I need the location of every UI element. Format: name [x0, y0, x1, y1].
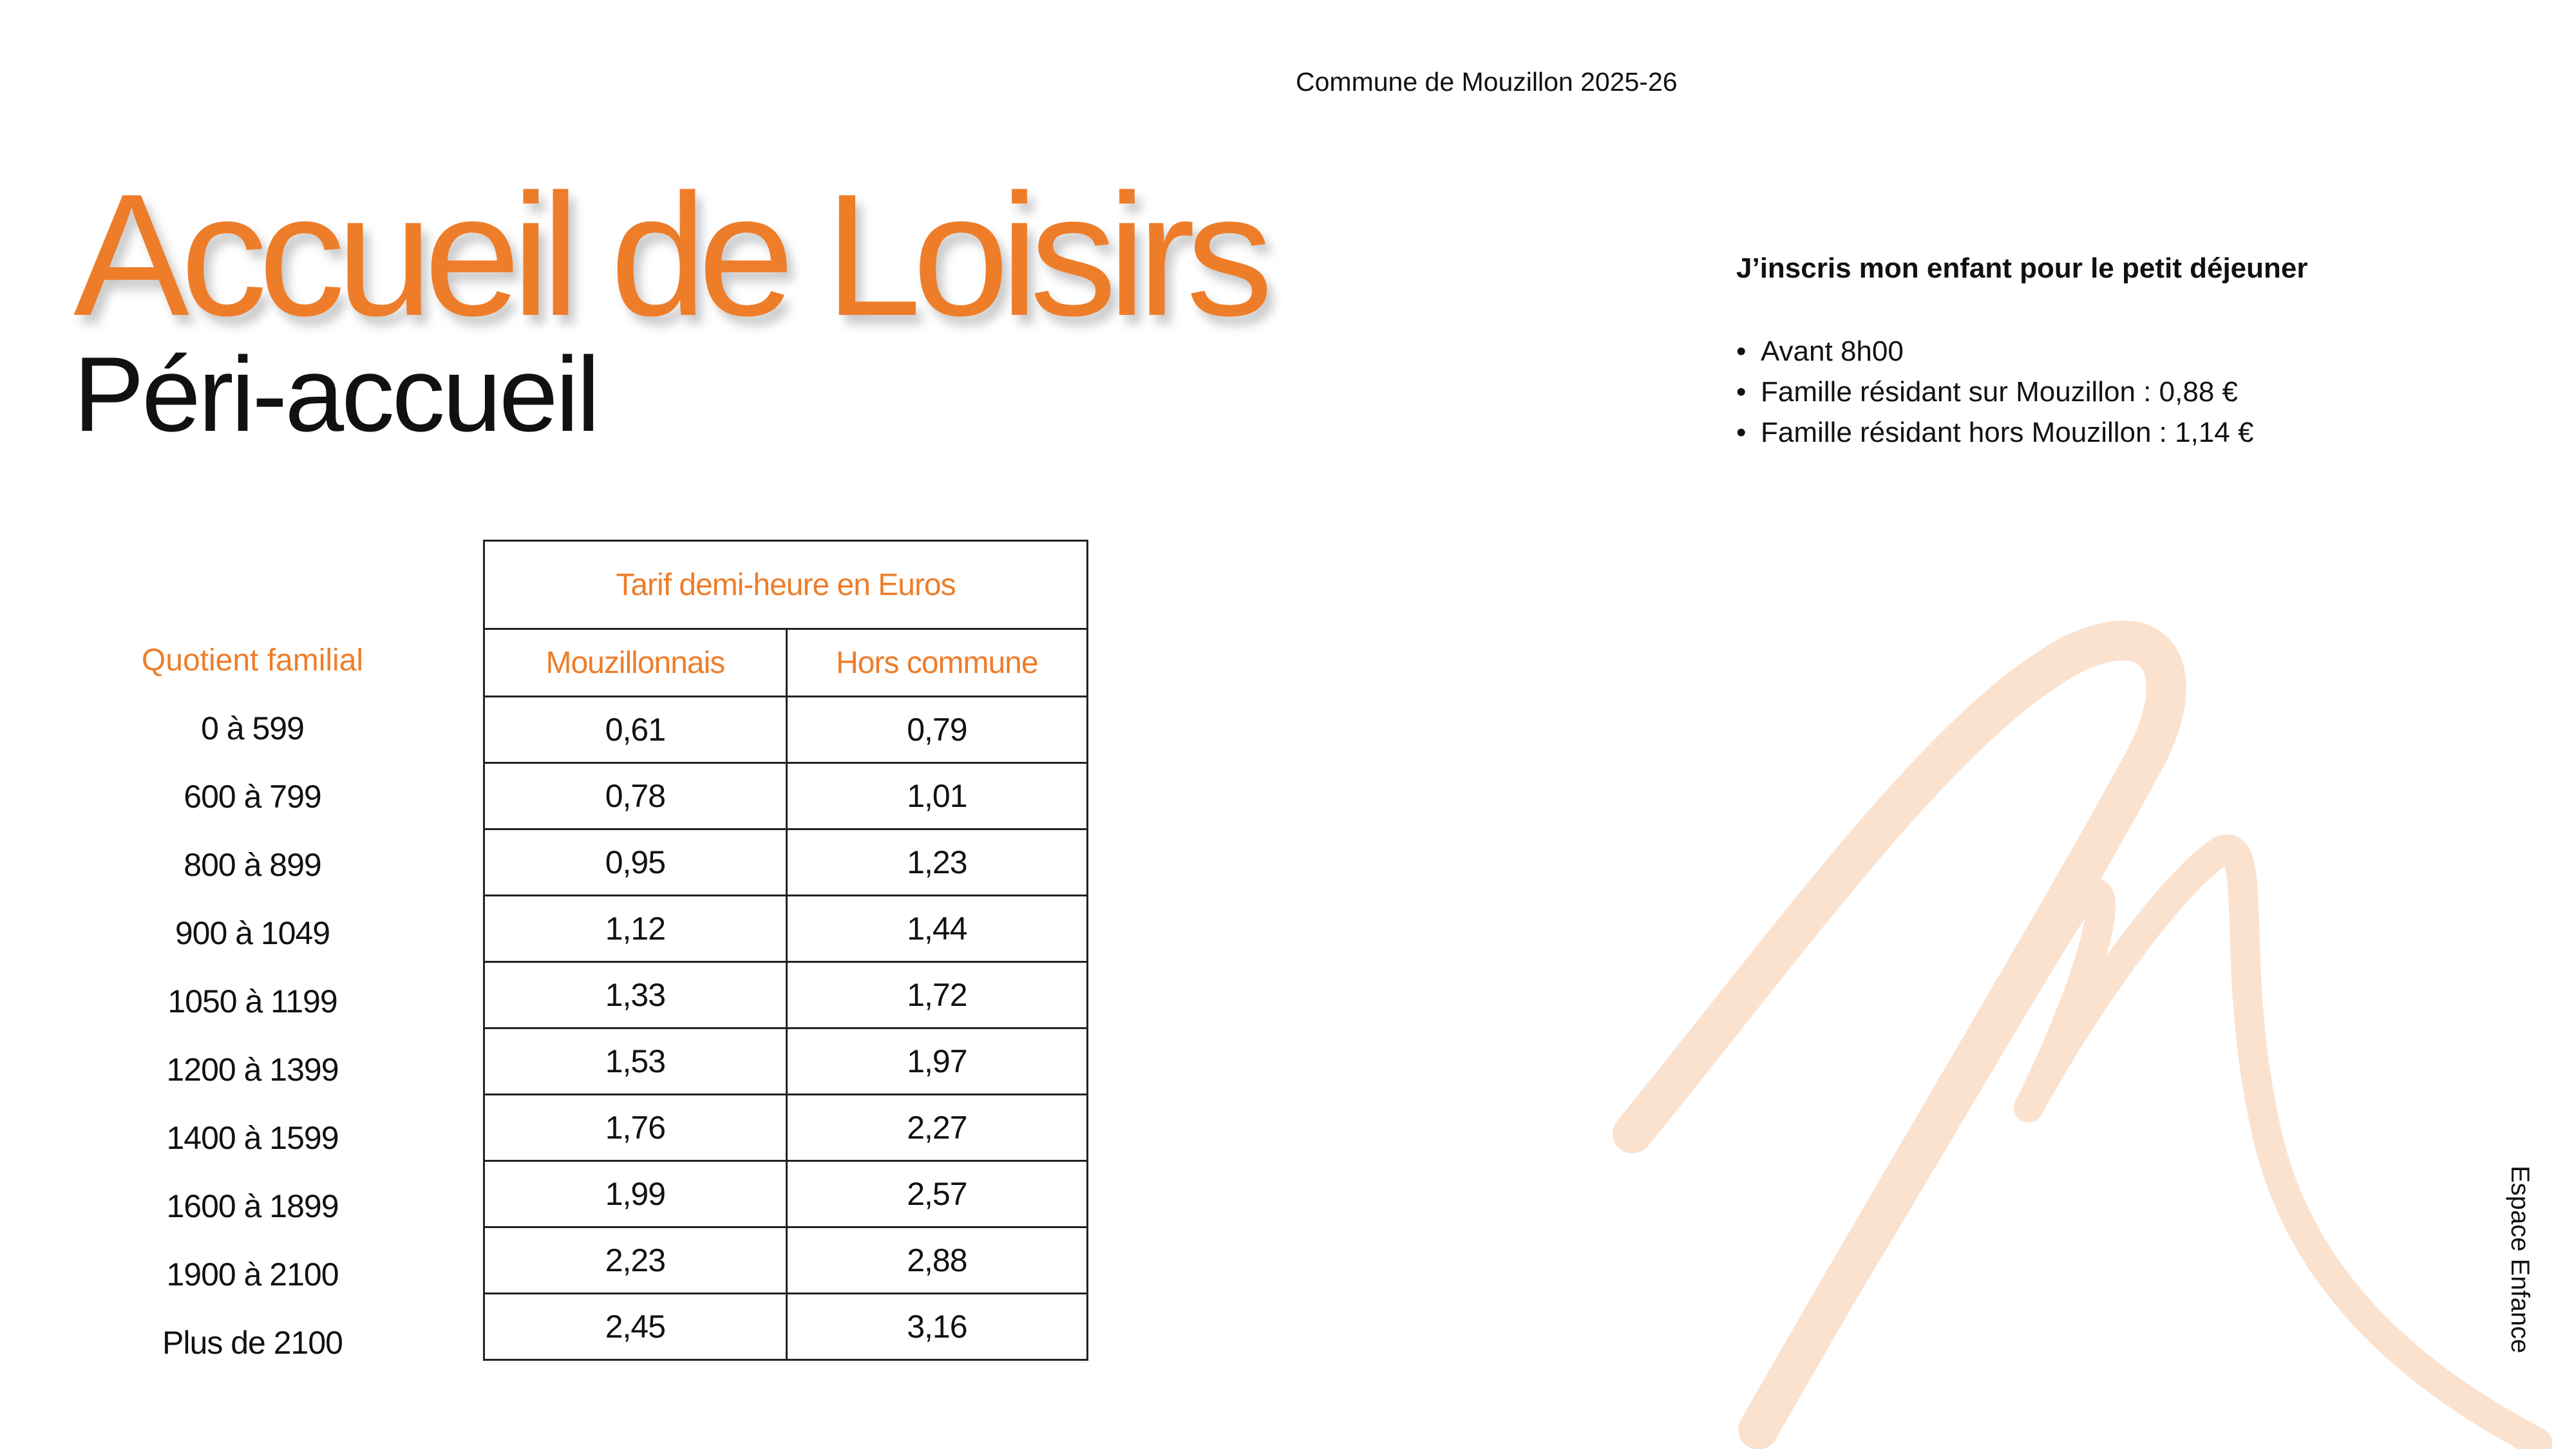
table-row	[484, 763, 1088, 829]
tariff-header-row	[484, 629, 1088, 697]
column-header-hors-commune: Hors commune	[786, 629, 1087, 697]
quotient-cell: 0 à 599	[201, 710, 304, 746]
cell-mouzillonnais: 1,76	[484, 1095, 787, 1161]
page-title: Accueil de Loisirs	[73, 158, 1264, 352]
breakfast-info-heading: J’inscris mon enfant pour le petit déjeuner	[1736, 252, 2308, 284]
quotient-cell: 600 à 799	[184, 779, 321, 815]
quotient-cell: 1200 à 1399	[166, 1052, 339, 1088]
commune-header: Commune de Mouzillon 2025-26	[1296, 67, 1678, 97]
cell-mouzillonnais: 2,23	[484, 1227, 787, 1294]
cell-hors-commune: 0,79	[786, 697, 1087, 763]
cell-hors-commune: 1,97	[786, 1028, 1087, 1095]
cell-mouzillonnais: 1,33	[484, 962, 787, 1028]
cell-hors-commune: 2,57	[786, 1161, 1087, 1227]
tariff-title-row	[484, 541, 1088, 629]
tariff-table	[483, 540, 1088, 1361]
quotient-cell: 800 à 899	[184, 847, 321, 883]
page-subtitle: Péri-accueil	[73, 335, 598, 453]
table-row	[484, 1095, 1088, 1161]
quotient-cell: 1900 à 2100	[166, 1256, 339, 1293]
column-header-mouzillonnais: Mouzillonnais	[484, 629, 787, 697]
cell-mouzillonnais: 1,99	[484, 1161, 787, 1227]
m-script-logo-icon	[1610, 605, 2576, 1449]
cell-mouzillonnais: 1,53	[484, 1028, 787, 1095]
quotient-cell: 1600 à 1899	[166, 1188, 339, 1224]
quotient-header: Quotient familial	[141, 643, 364, 677]
tariff-title: Tarif demi-heure en Euros	[484, 541, 1088, 629]
cell-hors-commune: 2,88	[786, 1227, 1087, 1294]
cell-mouzillonnais: 0,95	[484, 829, 787, 896]
table-row	[484, 962, 1088, 1028]
table-row	[484, 1294, 1088, 1360]
table-row	[484, 1028, 1088, 1095]
cell-hors-commune: 3,16	[786, 1294, 1087, 1360]
breakfast-info-item: • Famille résidant hors Mouzillon : 1,14 €	[1736, 412, 2308, 453]
cell-hors-commune: 1,01	[786, 763, 1087, 829]
cell-mouzillonnais: 2,45	[484, 1294, 787, 1360]
quotient-cell: 1400 à 1599	[166, 1120, 339, 1156]
cell-mouzillonnais: 1,12	[484, 896, 787, 962]
side-label: Espace Enfance	[2506, 1166, 2534, 1354]
table-row	[484, 896, 1088, 962]
table-row	[484, 697, 1088, 763]
quotient-cell: 900 à 1049	[175, 915, 330, 951]
cell-mouzillonnais: 0,78	[484, 763, 787, 829]
table-row	[484, 1161, 1088, 1227]
table-row	[484, 829, 1088, 896]
cell-hors-commune: 2,27	[786, 1095, 1087, 1161]
cell-hors-commune: 1,44	[786, 896, 1087, 962]
breakfast-info-list	[1736, 331, 2308, 453]
table-row	[484, 1227, 1088, 1294]
breakfast-info-item: • Famille résidant sur Mouzillon : 0,88 €	[1736, 372, 2308, 412]
quotient-cell: Plus de 2100	[162, 1325, 343, 1361]
breakfast-info-item: • Avant 8h00	[1736, 331, 2308, 372]
breakfast-info	[1736, 252, 2308, 453]
quotient-cell: 1050 à 1199	[167, 983, 337, 1019]
cell-hors-commune: 1,23	[786, 829, 1087, 896]
cell-hors-commune: 1,72	[786, 962, 1087, 1028]
cell-mouzillonnais: 0,61	[484, 697, 787, 763]
